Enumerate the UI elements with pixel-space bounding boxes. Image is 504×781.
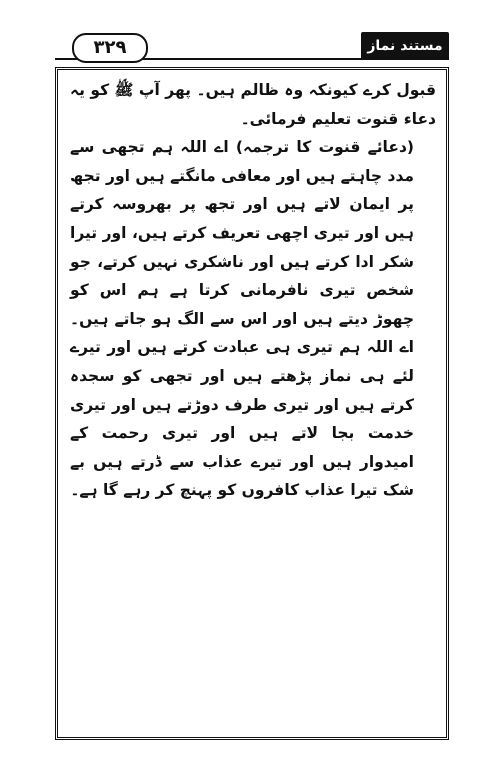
- paragraph-intro: قبول کرے کیونکہ وہ ظالم ہیں۔ پھر آپ ﷺ کو یہ دعاء قنوت تعلیم فرمائی۔: [70, 81, 436, 128]
- body-text: [70, 76, 436, 505]
- paragraph-dua-translation: (دعائے قنوت کا ترجمہ) اے اللہ ہم تجھی سے مدد چاہتے ہیں اور معافی مانگتے ہیں اور تجھ پر ایمان لاتے ہیں اور تجھ پر بھروسہ کرتے ہیں اور تیری اچھی تعریف کرتے ہیں، اور تیرا شکر ادا کرتے ہیں اور ناشکری نہیں کرتے، جو شخص تیری نافرمانی کرتا ہے ہم اس کو چھوڑ دیتے ہیں اور اس سے الگ ہو جاتے ہیں۔ اے اللہ ہم تیری ہی عبادت کرتے ہیں اور تیرے لئے ہی نماز پڑھتے ہیں اور تجھی کو سجدہ کرتے ہیں اور تیری طرف دوڑتے ہیں اور تیری خدمت بجا لاتے ہیں اور تیری رحمت کے امیدوار ہیں اور تیرے عذاب سے ڈرتے ہیں بے شک تیرا عذاب کافروں کو پہنچ کر رہے گا ہے۔: [70, 138, 414, 500]
- page-number-badge: ۳۲۹: [72, 33, 148, 63]
- running-title: مستند نماز حنفی: [361, 32, 449, 60]
